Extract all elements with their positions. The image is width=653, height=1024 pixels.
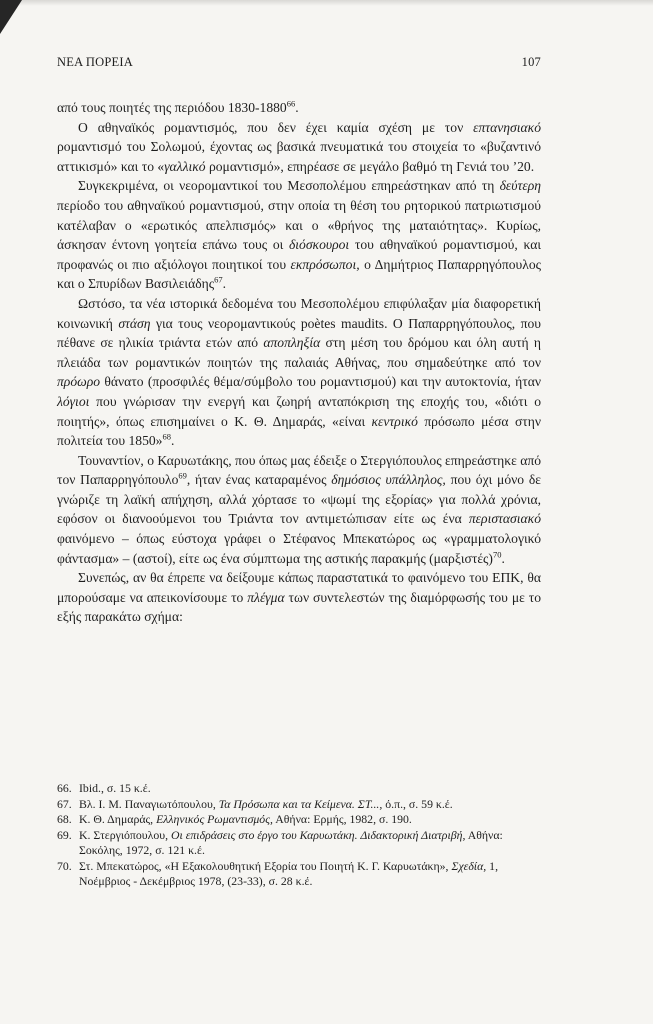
text-run: . (170, 433, 175, 449)
footnote-item (57, 828, 541, 859)
footnote-item (57, 797, 541, 813)
italic-text: λόγιοι (57, 393, 90, 409)
italic-text: κεντρικό (371, 413, 418, 429)
text-run: , ήταν ένας καταραμένος (186, 472, 332, 488)
italic-text: δεύτερη (499, 178, 541, 194)
text-run: Αθήνα: Ερμής, 1982, σ. 190. (272, 812, 412, 826)
footnote-number: 66. (57, 781, 72, 795)
text-run: Τουναντίον, ο Καρυωτάκης, που όπως μας έδειξε ο Στεργιόπουλος επηρεάστηκε από τον Παπαρρηγόπουλο (57, 452, 541, 488)
paragraph-p1 (57, 98, 541, 118)
footnote-item (57, 812, 541, 828)
text-run: Ωστόσο, τα νέα ιστορικά δεδομένα του Μεσοπολέμου επιφύλαξαν μία διαφορετική κοινωνική (57, 295, 541, 331)
italic-text: δημόσιος υπάλληλος, (331, 472, 446, 488)
text-run: Ibid., σ. 15 κ.έ. (79, 781, 151, 795)
text-run: ρομαντισμό του Σολωμού, έχοντας ως βασικά πνευματικά του στοιχεία το «βυζαντινό αττικισμό» και το « (57, 139, 541, 174)
text-run: . (295, 100, 299, 115)
text-run: . (222, 276, 227, 292)
text-run: Βλ. Ι. Μ. Παναγιωτόπουλου, (79, 796, 219, 811)
text-run: που όχι μόνο δε γνώριζε τη λαϊκή απήχηση, αλλά χόρτασε το «ψωμί της εξορίας» για πολλά χρόνια, εφόσον οι διανοούμενοι του Τριάντα τον αντιμετώπισαν είτε ως ένα (57, 472, 541, 527)
text-run: από τους ποιητές της περιόδου 1830-1880 (57, 100, 287, 115)
italic-text: Σχεδία, (451, 858, 487, 873)
body-text (57, 98, 541, 627)
italic-text: επτανησιακό (473, 119, 541, 135)
text-run: που γνώρισαν την ενεργή και ζωηρή ανταπόκριση της εποχής του, «διότι ο ποιητής», όπως επισημαίνει ο Κ. Θ. Δημαράς, «είναι (57, 393, 541, 429)
footnote-number: 69. (57, 827, 72, 842)
footnote-item (57, 859, 541, 890)
italic-text: Τα Πρόσωπα και τα Κείμενα. ΣΤ..., (218, 796, 383, 811)
paragraph-p4 (57, 294, 541, 451)
italic-text: γαλλικό (164, 158, 206, 174)
footnote-ref: 69 (178, 470, 187, 481)
footnote-item (57, 781, 541, 797)
paragraph-p6 (57, 568, 541, 627)
italic-text: πλέγμα (247, 589, 285, 605)
text-run: 1, Νοέμβριος - Δεκέμβριος 1978, (23-33), σ. 28 κ.έ. (79, 858, 499, 888)
text-run: φαινόμενο – όπως εύστοχα γράφει ο Στέφανος Μπεκατώρος ως «γραμματολογικό φάντασμα» – (αστοί), είτε ως ένα σύμπτωμα της αστικής παρακμής (μαρξιστές) (57, 531, 541, 566)
italic-text: στάση (118, 315, 151, 331)
text-run: του αθηναϊκού ρομαντισμού, και προφανώς οι πιο αξιόλογοι ποιητικοί του (57, 237, 541, 272)
footnote-ref: 68 (162, 431, 171, 442)
footnote-number: 70. (57, 858, 72, 873)
footnote-ref: 67 (214, 274, 223, 285)
text-run: Αθήνα: Σοκόλης, 1972, σ. 121 κ.έ. (79, 827, 503, 857)
page-number: 107 (521, 55, 541, 69)
italic-text: Οι επιδράσεις στο έργο του Καρυωτάκη. Διδακτορική Διατριβή, (171, 827, 466, 842)
footnote-number: 67. (57, 796, 72, 811)
text-run: Συγκεκριμένα, οι νεορομαντικοί του Μεσοπολέμου επηρεάστηκαν από τη (78, 178, 500, 194)
italic-text: Ελληνικός Ρωμαντισμός, (156, 812, 273, 826)
footnote-number: 68. (57, 812, 72, 826)
paragraph-p2 (57, 118, 541, 177)
footnote-ref: 70 (492, 549, 502, 560)
text-run: . (501, 550, 505, 566)
paragraph-p3 (57, 176, 541, 294)
italic-text: διόσκουροι (288, 237, 350, 253)
italic-text: πρόωρο (57, 374, 101, 390)
journal-title: ΝΕΑ ΠΟΡΕΙΑ (57, 55, 133, 69)
italic-text: εκπρόσωποι, (290, 256, 360, 272)
italic-text: περιστασιακό (468, 511, 541, 527)
footnote-ref: 66 (286, 98, 296, 109)
footnotes (57, 781, 541, 890)
text-run: θάνατο (προσφιλές θέμα/σύμβολο του ρομαντισμού) και την αυτοκτονία, ήταν (100, 374, 541, 390)
text-run: πρόσωπο μέσα στην πολιτεία του 1850» (57, 413, 541, 449)
text-run: Στ. Μπεκατώρος, «Η Εξακολουθητική Εξορία του Ποιητή Κ. Γ. Καρυωτάκη», (79, 858, 452, 873)
text-run: ο Δημήτριος Παπαρρηγόπουλος και ο Σπυρίδων Βασιλειάδης (57, 256, 542, 292)
text-run: των συντελεστών της διαμόρφωσής του με το εξής παρακάτω σχήμα: (57, 589, 541, 625)
text-run: για τους νεορομαντικούς poètes maudits. Ο Παπαρρηγόπουλος, που πέθανε σε ηλικία τριάντα ετών από (57, 315, 542, 351)
page-top-edge (0, 0, 653, 6)
text-run: Κ. Στεργιόπουλου, (79, 827, 171, 842)
text-run: ρομαντισμό», επηρέασε σε μεγάλο βαθμό τη Γενιά του ’20. (205, 158, 535, 174)
italic-text: αποπληξία (263, 335, 321, 351)
paragraph-p5 (57, 451, 541, 569)
text-run: Κ. Θ. Δημαράς, (79, 812, 157, 826)
page-corner-shadow (0, 0, 22, 34)
text-run: ό.π., σ. 59 κ.έ. (382, 796, 453, 811)
text-run: Ο αθηναϊκός ρομαντισμός, που δεν έχει καμία σχέση με τον (78, 119, 474, 135)
text-run: στη μέση του δρόμου και όλη αυτή η πλειάδα των ρομαντικών ποιητών της παλαιάς Αθήνας, που σημαδεύτηκε από τον (57, 335, 541, 370)
text-run: Συνεπώς, αν θα έπρεπε να δείξουμε κάπως παραστατικά το φαινόμενο του ΕΠΚ, θα μπορούσαμε να απεικονίσουμε το (57, 570, 541, 605)
text-run: περίοδο του αθηναϊκού ρομαντισμού, στην οποία τη θέση του ρητορικού πατριωτισμού κατέλαβαν ο «ερωτικός απελπισμός» και ο «θρήνος της ματαιότητας». Κυρίως, άσκησαν έντονη γοητεία επάνω τους οι (57, 197, 541, 253)
